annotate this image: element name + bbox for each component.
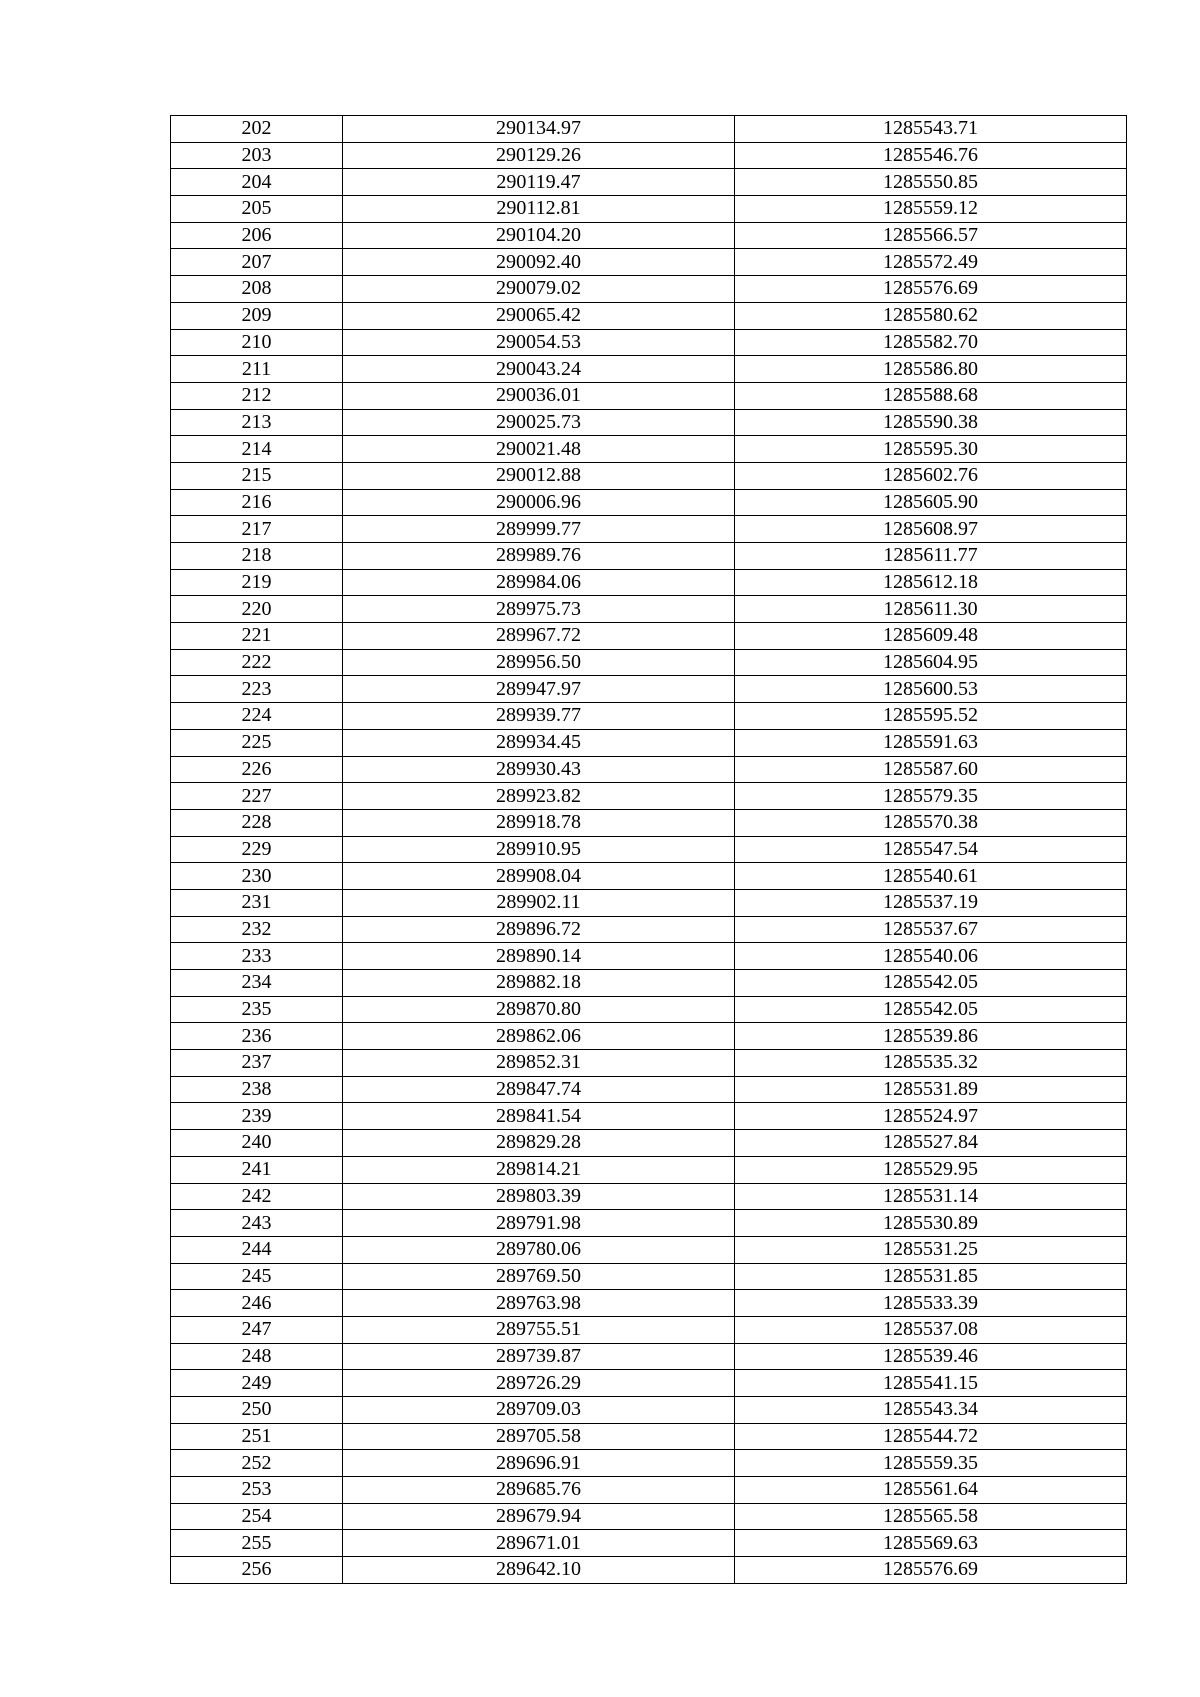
x-coordinate-cell: 289896.72 (343, 916, 735, 943)
table-row (171, 1316, 1127, 1343)
x-coordinate-cell: 289947.97 (343, 676, 735, 703)
point-number-cell: 224 (171, 703, 343, 730)
point-number-cell: 235 (171, 996, 343, 1023)
point-number-cell: 243 (171, 1210, 343, 1237)
point-number-cell: 220 (171, 596, 343, 623)
x-coordinate-cell: 290104.20 (343, 222, 735, 249)
x-coordinate-cell: 289791.98 (343, 1210, 735, 1237)
point-number-cell: 218 (171, 543, 343, 570)
x-coordinate-cell: 289642.10 (343, 1557, 735, 1584)
y-coordinate-cell: 1285541.15 (735, 1370, 1127, 1397)
point-number-cell: 230 (171, 863, 343, 890)
table-row (171, 196, 1127, 223)
table-row (171, 1050, 1127, 1077)
point-number-cell: 233 (171, 943, 343, 970)
x-coordinate-cell: 289882.18 (343, 970, 735, 997)
point-number-cell: 213 (171, 409, 343, 436)
point-number-cell: 238 (171, 1076, 343, 1103)
table-row (171, 836, 1127, 863)
table-row (171, 329, 1127, 356)
y-coordinate-cell: 1285529.95 (735, 1156, 1127, 1183)
x-coordinate-cell: 289679.94 (343, 1503, 735, 1530)
table-row (171, 462, 1127, 489)
table-row (171, 543, 1127, 570)
x-coordinate-cell: 290006.96 (343, 489, 735, 516)
x-coordinate-cell: 289956.50 (343, 649, 735, 676)
y-coordinate-cell: 1285537.19 (735, 889, 1127, 916)
table-row (171, 809, 1127, 836)
x-coordinate-cell: 289705.58 (343, 1423, 735, 1450)
point-number-cell: 226 (171, 756, 343, 783)
y-coordinate-cell: 1285600.53 (735, 676, 1127, 703)
table-row (171, 623, 1127, 650)
table-row (171, 569, 1127, 596)
table-row (171, 1210, 1127, 1237)
x-coordinate-cell: 289847.74 (343, 1076, 735, 1103)
table-row (171, 1530, 1127, 1557)
table-row (171, 676, 1127, 703)
y-coordinate-cell: 1285570.38 (735, 809, 1127, 836)
point-number-cell: 244 (171, 1236, 343, 1263)
point-number-cell: 234 (171, 970, 343, 997)
y-coordinate-cell: 1285591.63 (735, 729, 1127, 756)
table-row (171, 1477, 1127, 1504)
y-coordinate-cell: 1285542.05 (735, 970, 1127, 997)
x-coordinate-cell: 290025.73 (343, 409, 735, 436)
y-coordinate-cell: 1285611.77 (735, 543, 1127, 570)
table-row (171, 302, 1127, 329)
point-number-cell: 228 (171, 809, 343, 836)
table-row (171, 1156, 1127, 1183)
x-coordinate-cell: 290043.24 (343, 356, 735, 383)
y-coordinate-cell: 1285547.54 (735, 836, 1127, 863)
table-row (171, 1557, 1127, 1584)
y-coordinate-cell: 1285540.61 (735, 863, 1127, 890)
table-row (171, 1290, 1127, 1317)
x-coordinate-cell: 289934.45 (343, 729, 735, 756)
y-coordinate-cell: 1285609.48 (735, 623, 1127, 650)
y-coordinate-cell: 1285612.18 (735, 569, 1127, 596)
table-row (171, 436, 1127, 463)
x-coordinate-cell: 290054.53 (343, 329, 735, 356)
point-number-cell: 251 (171, 1423, 343, 1450)
x-coordinate-cell: 290119.47 (343, 169, 735, 196)
x-coordinate-cell: 289829.28 (343, 1130, 735, 1157)
point-number-cell: 229 (171, 836, 343, 863)
y-coordinate-cell: 1285565.58 (735, 1503, 1127, 1530)
point-number-cell: 255 (171, 1530, 343, 1557)
x-coordinate-cell: 289975.73 (343, 596, 735, 623)
table-row (171, 409, 1127, 436)
table-row (171, 1183, 1127, 1210)
table-row (171, 943, 1127, 970)
point-number-cell: 225 (171, 729, 343, 756)
y-coordinate-cell: 1285566.57 (735, 222, 1127, 249)
point-number-cell: 209 (171, 302, 343, 329)
x-coordinate-cell: 289890.14 (343, 943, 735, 970)
y-coordinate-cell: 1285539.46 (735, 1343, 1127, 1370)
x-coordinate-cell: 289870.80 (343, 996, 735, 1023)
point-number-cell: 203 (171, 142, 343, 169)
x-coordinate-cell: 289902.11 (343, 889, 735, 916)
x-coordinate-cell: 290134.97 (343, 116, 735, 143)
y-coordinate-cell: 1285537.67 (735, 916, 1127, 943)
y-coordinate-cell: 1285542.05 (735, 996, 1127, 1023)
y-coordinate-cell: 1285604.95 (735, 649, 1127, 676)
x-coordinate-cell: 289862.06 (343, 1023, 735, 1050)
point-number-cell: 248 (171, 1343, 343, 1370)
coordinate-table (170, 115, 1127, 1584)
table-row (171, 863, 1127, 890)
table-row (171, 1343, 1127, 1370)
x-coordinate-cell: 289739.87 (343, 1343, 735, 1370)
table-row (171, 516, 1127, 543)
x-coordinate-cell: 289755.51 (343, 1316, 735, 1343)
table-row (171, 889, 1127, 916)
x-coordinate-cell: 289939.77 (343, 703, 735, 730)
y-coordinate-cell: 1285531.14 (735, 1183, 1127, 1210)
table-row (171, 249, 1127, 276)
x-coordinate-cell: 289984.06 (343, 569, 735, 596)
x-coordinate-cell: 290092.40 (343, 249, 735, 276)
x-coordinate-cell: 289726.29 (343, 1370, 735, 1397)
point-number-cell: 221 (171, 623, 343, 650)
table-row (171, 729, 1127, 756)
table-row (171, 703, 1127, 730)
y-coordinate-cell: 1285588.68 (735, 382, 1127, 409)
table-row (171, 1076, 1127, 1103)
y-coordinate-cell: 1285550.85 (735, 169, 1127, 196)
point-number-cell: 256 (171, 1557, 343, 1584)
x-coordinate-cell: 289923.82 (343, 783, 735, 810)
y-coordinate-cell: 1285537.08 (735, 1316, 1127, 1343)
table-row (171, 649, 1127, 676)
point-number-cell: 240 (171, 1130, 343, 1157)
y-coordinate-cell: 1285569.63 (735, 1530, 1127, 1557)
table-row (171, 1236, 1127, 1263)
x-coordinate-cell: 289930.43 (343, 756, 735, 783)
y-coordinate-cell: 1285611.30 (735, 596, 1127, 623)
y-coordinate-cell: 1285582.70 (735, 329, 1127, 356)
y-coordinate-cell: 1285595.52 (735, 703, 1127, 730)
y-coordinate-cell: 1285608.97 (735, 516, 1127, 543)
table-row (171, 1370, 1127, 1397)
point-number-cell: 253 (171, 1477, 343, 1504)
table-row (171, 116, 1127, 143)
point-number-cell: 239 (171, 1103, 343, 1130)
table-row (171, 1397, 1127, 1424)
y-coordinate-cell: 1285546.76 (735, 142, 1127, 169)
point-number-cell: 202 (171, 116, 343, 143)
point-number-cell: 246 (171, 1290, 343, 1317)
y-coordinate-cell: 1285540.06 (735, 943, 1127, 970)
table-row (171, 596, 1127, 623)
point-number-cell: 232 (171, 916, 343, 943)
point-number-cell: 241 (171, 1156, 343, 1183)
table-row (171, 276, 1127, 303)
x-coordinate-cell: 289908.04 (343, 863, 735, 890)
y-coordinate-cell: 1285580.62 (735, 302, 1127, 329)
table-row (171, 1263, 1127, 1290)
y-coordinate-cell: 1285605.90 (735, 489, 1127, 516)
y-coordinate-cell: 1285543.71 (735, 116, 1127, 143)
x-coordinate-cell: 289999.77 (343, 516, 735, 543)
coordinate-table-body (171, 116, 1127, 1584)
point-number-cell: 250 (171, 1397, 343, 1424)
point-number-cell: 236 (171, 1023, 343, 1050)
y-coordinate-cell: 1285579.35 (735, 783, 1127, 810)
y-coordinate-cell: 1285531.25 (735, 1236, 1127, 1263)
x-coordinate-cell: 289989.76 (343, 543, 735, 570)
y-coordinate-cell: 1285531.85 (735, 1263, 1127, 1290)
table-row (171, 996, 1127, 1023)
y-coordinate-cell: 1285533.39 (735, 1290, 1127, 1317)
table-row (171, 756, 1127, 783)
point-number-cell: 249 (171, 1370, 343, 1397)
point-number-cell: 212 (171, 382, 343, 409)
y-coordinate-cell: 1285543.34 (735, 1397, 1127, 1424)
x-coordinate-cell: 289763.98 (343, 1290, 735, 1317)
y-coordinate-cell: 1285544.72 (735, 1423, 1127, 1450)
x-coordinate-cell: 289918.78 (343, 809, 735, 836)
point-number-cell: 206 (171, 222, 343, 249)
x-coordinate-cell: 290036.01 (343, 382, 735, 409)
y-coordinate-cell: 1285539.86 (735, 1023, 1127, 1050)
table-row (171, 142, 1127, 169)
x-coordinate-cell: 289769.50 (343, 1263, 735, 1290)
table-row (171, 1450, 1127, 1477)
y-coordinate-cell: 1285586.80 (735, 356, 1127, 383)
point-number-cell: 215 (171, 462, 343, 489)
y-coordinate-cell: 1285590.38 (735, 409, 1127, 436)
y-coordinate-cell: 1285527.84 (735, 1130, 1127, 1157)
y-coordinate-cell: 1285595.30 (735, 436, 1127, 463)
table-row (171, 970, 1127, 997)
point-number-cell: 237 (171, 1050, 343, 1077)
table-row (171, 356, 1127, 383)
x-coordinate-cell: 290065.42 (343, 302, 735, 329)
point-number-cell: 245 (171, 1263, 343, 1290)
x-coordinate-cell: 290021.48 (343, 436, 735, 463)
table-row (171, 1503, 1127, 1530)
table-row (171, 382, 1127, 409)
y-coordinate-cell: 1285602.76 (735, 462, 1127, 489)
x-coordinate-cell: 289696.91 (343, 1450, 735, 1477)
table-row (171, 1423, 1127, 1450)
y-coordinate-cell: 1285572.49 (735, 249, 1127, 276)
x-coordinate-cell: 289910.95 (343, 836, 735, 863)
x-coordinate-cell: 289685.76 (343, 1477, 735, 1504)
y-coordinate-cell: 1285559.35 (735, 1450, 1127, 1477)
table-row (171, 1130, 1127, 1157)
point-number-cell: 219 (171, 569, 343, 596)
point-number-cell: 216 (171, 489, 343, 516)
y-coordinate-cell: 1285530.89 (735, 1210, 1127, 1237)
point-number-cell: 214 (171, 436, 343, 463)
table-row (171, 222, 1127, 249)
y-coordinate-cell: 1285524.97 (735, 1103, 1127, 1130)
y-coordinate-cell: 1285587.60 (735, 756, 1127, 783)
y-coordinate-cell: 1285535.32 (735, 1050, 1127, 1077)
table-row (171, 1103, 1127, 1130)
x-coordinate-cell: 290012.88 (343, 462, 735, 489)
point-number-cell: 231 (171, 889, 343, 916)
table-row (171, 169, 1127, 196)
x-coordinate-cell: 289967.72 (343, 623, 735, 650)
table-row (171, 1023, 1127, 1050)
x-coordinate-cell: 289852.31 (343, 1050, 735, 1077)
point-number-cell: 227 (171, 783, 343, 810)
point-number-cell: 217 (171, 516, 343, 543)
point-number-cell: 222 (171, 649, 343, 676)
point-number-cell: 207 (171, 249, 343, 276)
x-coordinate-cell: 290079.02 (343, 276, 735, 303)
x-coordinate-cell: 289841.54 (343, 1103, 735, 1130)
x-coordinate-cell: 289814.21 (343, 1156, 735, 1183)
point-number-cell: 247 (171, 1316, 343, 1343)
point-number-cell: 210 (171, 329, 343, 356)
point-number-cell: 252 (171, 1450, 343, 1477)
point-number-cell: 205 (171, 196, 343, 223)
y-coordinate-cell: 1285559.12 (735, 196, 1127, 223)
table-row (171, 489, 1127, 516)
x-coordinate-cell: 290129.26 (343, 142, 735, 169)
table-row (171, 916, 1127, 943)
x-coordinate-cell: 289803.39 (343, 1183, 735, 1210)
point-number-cell: 204 (171, 169, 343, 196)
point-number-cell: 208 (171, 276, 343, 303)
point-number-cell: 242 (171, 1183, 343, 1210)
point-number-cell: 211 (171, 356, 343, 383)
point-number-cell: 223 (171, 676, 343, 703)
y-coordinate-cell: 1285531.89 (735, 1076, 1127, 1103)
y-coordinate-cell: 1285561.64 (735, 1477, 1127, 1504)
point-number-cell: 254 (171, 1503, 343, 1530)
x-coordinate-cell: 290112.81 (343, 196, 735, 223)
y-coordinate-cell: 1285576.69 (735, 276, 1127, 303)
x-coordinate-cell: 289671.01 (343, 1530, 735, 1557)
table-row (171, 783, 1127, 810)
x-coordinate-cell: 289780.06 (343, 1236, 735, 1263)
y-coordinate-cell: 1285576.69 (735, 1557, 1127, 1584)
x-coordinate-cell: 289709.03 (343, 1397, 735, 1424)
